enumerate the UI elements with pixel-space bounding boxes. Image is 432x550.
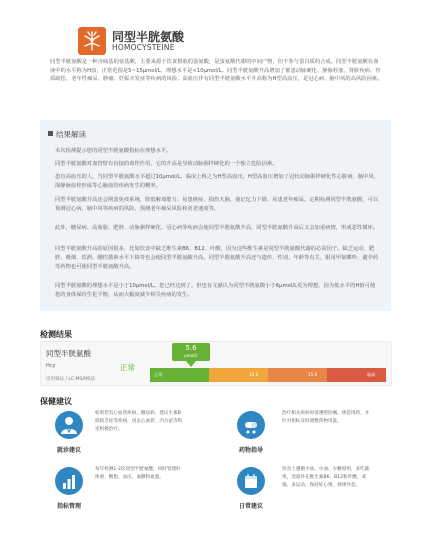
advice-label: 就诊建议 xyxy=(56,447,81,454)
calendar-icon xyxy=(237,467,265,495)
page-subtitle: HOMOCYSTEINE xyxy=(112,43,175,52)
advice-label: 药物指导 xyxy=(238,447,263,454)
results-paragraph: 患有高血压的人，当同型半胱氨酸水平超过10μmol/L，临床上称之为H型高血压，H型高血压增加了冠状动脉粥样硬化性心脏病、脑中风、深静脉血栓形成等心脑血管疾病发生的概率。 xyxy=(55,174,380,189)
gauge-bar xyxy=(150,368,386,382)
gauge-label: 正常 xyxy=(154,372,163,377)
advice-text: 每年检测1-2次同型半胱氨酸，同时管理好体重、糖脂、血压、血糖和血脂。 xyxy=(95,467,181,480)
molecule-icon xyxy=(78,27,106,55)
chart-icon xyxy=(55,467,83,495)
gauge-segment xyxy=(268,368,327,382)
pill-icon xyxy=(237,411,265,439)
results-paragraph: 此外，糖尿病、高血脂、肥胖、动脉粥样硬化、冠心病等疾病会使同型半胱氨酸升高，同型半胱氨酸升高后又会加重病情，形成恶性循环。 xyxy=(55,225,379,231)
section-marker xyxy=(48,131,53,136)
gauge-segment xyxy=(209,368,268,382)
value-marker xyxy=(172,343,210,361)
gauge-label: 偏高 xyxy=(367,372,376,377)
advice-title: 保健建议 xyxy=(40,397,72,406)
marker-pointer xyxy=(186,361,196,367)
detection-title: 检测结果 xyxy=(40,330,72,339)
advice-label: 指标管理 xyxy=(56,503,81,510)
page-title: 同型半胱氨酸 xyxy=(112,30,185,44)
marker-unit: μmol/L xyxy=(184,353,198,358)
results-paragraph: 同型半胱氨酸对血管壁有直接的毒性作用，它的升高是导致动脉粥样硬化的一个独立危险因素。 xyxy=(55,161,278,167)
results-paragraph: 同型半胱氨酸升高还会削弱免疫系统，降低解毒能力、易患癌症，损伤大脑，使记忆力下降、易患老年痴呆。定期检测同型半胱氨酸，可以预测冠心病、脑中风等疾病的风险，预测老年痴呆风险和更老速度等。 xyxy=(55,197,379,212)
gauge-label: 10.0 xyxy=(249,372,259,377)
results-title: 结果解读 xyxy=(56,130,86,139)
logo-badge xyxy=(78,27,106,55)
intro-text: 同型半胱氨酸是一种含硫基的氨基酸，主要来源于饮食摄取的蛋氨酸，是蛋氨酸代谢的中间产物，但不参与蛋白质的合成。同型半胱氨酸在血液中的水平称为H血，正常范围是5~15μmol/L，理想水平是<10μmol/L。同型半胱氨酸升高增加了罹患动脉硬化、静脉栓塞、肾脏疾病、骨质疏松、老年性痴呆、肿瘤、妊娠并发症等疾病的风险。高血压伴有同型半胱氨酸水平升高称为H型高血压，是冠心病、脑中风的高风险因素。 xyxy=(50,59,383,83)
marker-value: 5.6 xyxy=(185,344,197,352)
advice-text: 饮食上遵循少盐、少油、少糖原则，多吃蔬果，适量补充维生素B6、B12和叶酸，戒烟，多运动，保持好心情，规律作息。 xyxy=(282,467,370,488)
advice-text: 治疗相关疾病时请遵照医嘱，规范用药，并针对指标及时调整药物用量。 xyxy=(282,411,370,424)
gauge-label: 15.0 xyxy=(308,372,318,377)
results-paragraph: 同型半胱氨酸升高的原因很多，比如饮食中缺乏维生素B6、B12、叶酸，因为这些维生素是同型半胱氨酸代谢的必需因子。缺乏运动、肥胖、吸烟、饮酒、酗性激素水平下降等也会使同型半胱氨酸升高。同型半胱氨酸升高还与遗传、性别、年龄等有关，服用甲氨蝶呤、避孕药等药物也可使同型半胱氨酸升高。 xyxy=(55,246,379,270)
advice-label: 日常建议 xyxy=(238,503,263,510)
doctor-icon xyxy=(55,411,83,439)
status-badge: 正常 xyxy=(120,363,135,372)
indicator-method: 适用频法 / LC-MS/MS法 xyxy=(46,377,96,382)
gauge-segment-high xyxy=(327,368,386,382)
gauge-segment-normal xyxy=(150,368,209,382)
advice-text: 如果您有心血管疾病、糖尿病，建议生素B族缺乏症等疾病，请去心血管、内分泌等科室积极治疗。 xyxy=(95,411,183,432)
results-paragraph: 本次检测提示您的同型半胱氨酸指标在理想水平。 xyxy=(55,148,172,154)
indicator-name: 同型半胱氨酸 xyxy=(46,349,91,358)
results-paragraph: 同型半胱氨酸的理想水平是小于10μmol/L。您已经达到了。但也有文献认为同型半胱氨酸小于6μmol/L更为理想，因为低水平的H值可使您的身体保持生化平衡，从而大幅度减少相关疾病的发生。 xyxy=(55,283,376,298)
indicator-abbr: Hcy xyxy=(46,363,56,369)
